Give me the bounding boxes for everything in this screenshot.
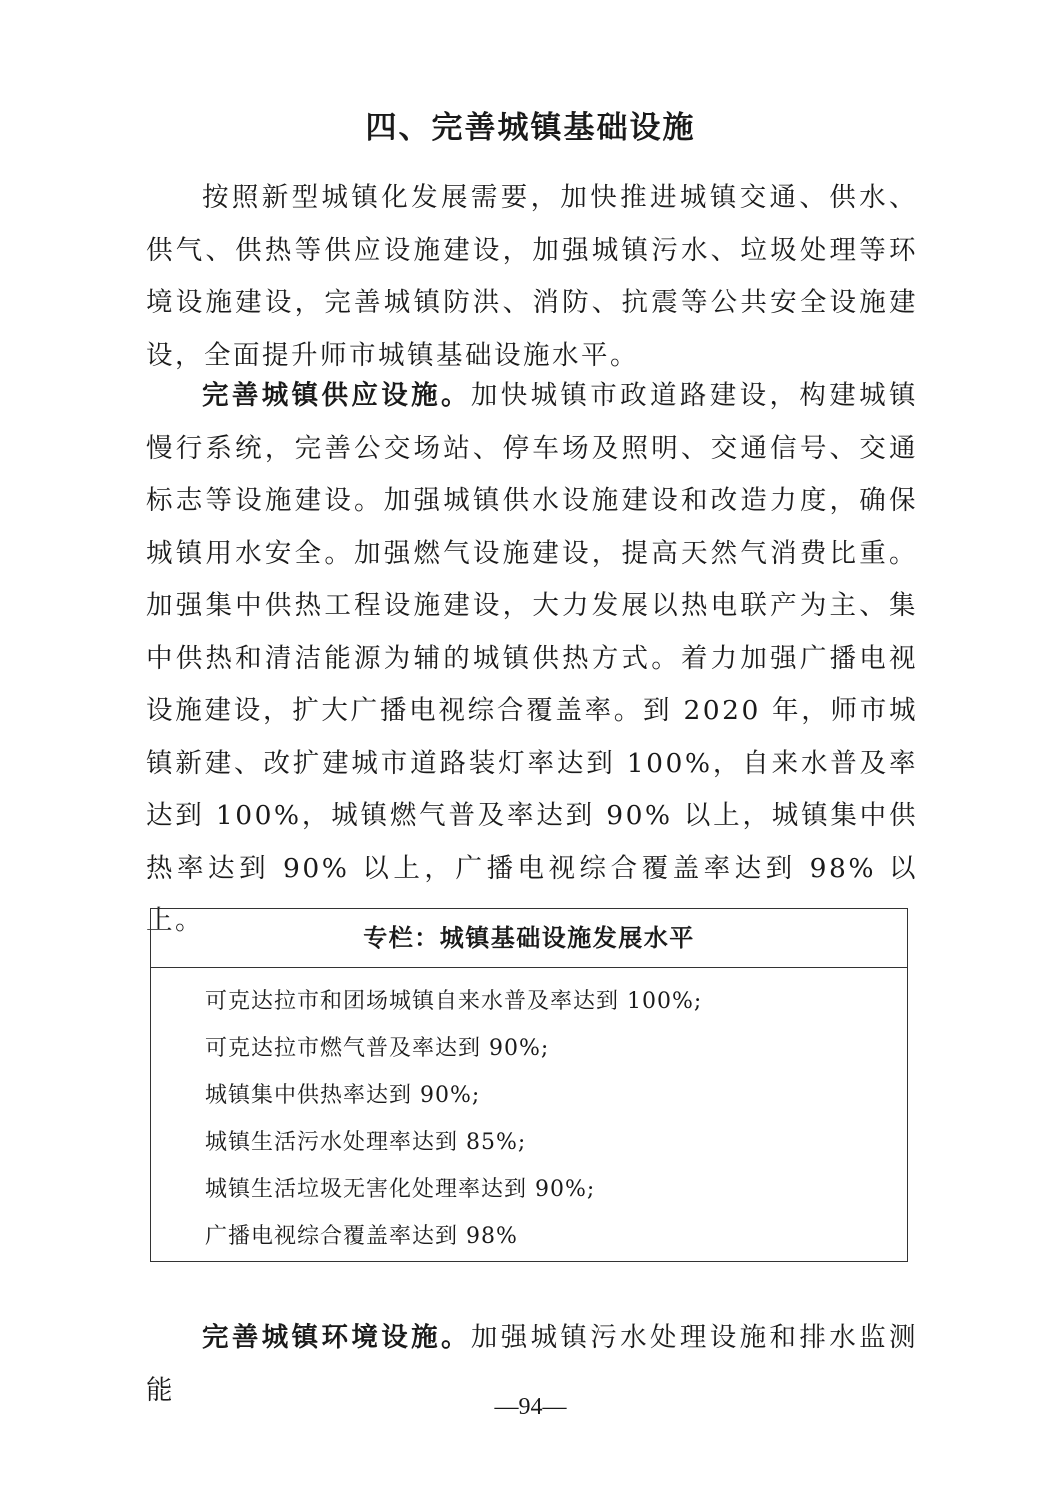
- box-item-gas: 可克达拉市燃气普及率达到 90%;: [205, 1036, 550, 1061]
- paragraph-environment-text: 加强城镇污水处理设施和排水监测能: [146, 1322, 919, 1406]
- paragraph-supply-text: 加快城镇市政道路建设，构建城镇慢行系统，完善公交场站、停车场及照明、交通信号、交通标志等设施建设。加强城镇供水设施建设和改造力度，确保城镇用水安全。加强燃气设施建设，提高天然气消费比重。加强集中供热工程设施建设，大力发展以热电联产为主、集中供热和清洁能源为辅的城镇供热方式。着力加强广播电视设施建设，扩大广播电视综合覆盖率。到 2020 年，师市城镇新建、改扩建城市道路装灯率达到 100%，自来水普及率达到 100%，城镇燃气普及率达到 90% 以上，城镇集中供热率达到 90% 以上，广播电视综合覆盖率达到 98% 以上。: [146, 380, 919, 936]
- box-item-garbage: 城镇生活垃圾无害化处理率达到 90%;: [205, 1177, 596, 1202]
- page-number: —94—: [494, 1394, 567, 1420]
- paragraph-lead-supply: 完善城镇供应设施。: [202, 380, 471, 411]
- paragraph-intro: [146, 172, 918, 382]
- paragraph-intro-text: 按照新型城镇化发展需要，加快推进城镇交通、供水、供气、供热等供应设施建设，加强城镇污水、垃圾处理等环境设施建设，完善城镇防洪、消防、抗震等公共安全设施建设，全面提升师市城镇基础设施水平。: [146, 182, 918, 371]
- paragraph-lead-environment: 完善城镇环境设施。: [202, 1322, 471, 1353]
- paragraph-supply-facilities: [146, 370, 918, 948]
- box-title: 专栏：城镇基础设施发展水平: [151, 909, 907, 968]
- box-item-water-supply: 可克达拉市和团场城镇自来水普及率达到 100%;: [205, 989, 703, 1014]
- box-item-sewage: 城镇生活污水处理率达到 85%;: [205, 1130, 527, 1155]
- box-item-heating: 城镇集中供热率达到 90%;: [205, 1083, 481, 1108]
- section-heading: 四、完善城镇基础设施: [365, 110, 696, 146]
- box-item-broadcast: 广播电视综合覆盖率达到 98%: [205, 1224, 518, 1249]
- box-list: [151, 968, 907, 1260]
- infrastructure-targets-box: [150, 908, 908, 1262]
